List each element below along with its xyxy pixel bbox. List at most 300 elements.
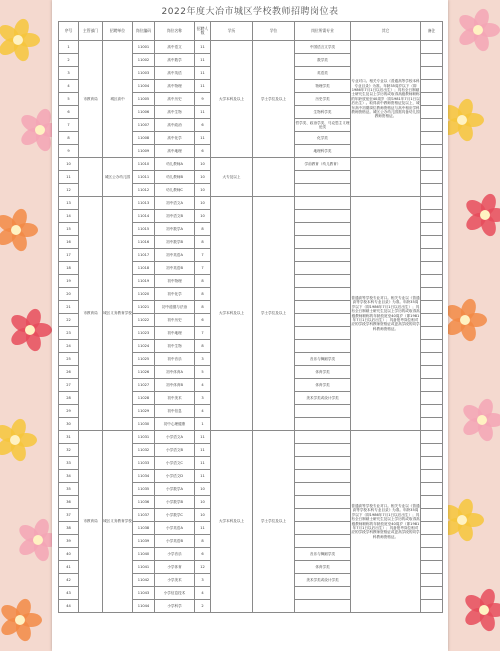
remark-cell [421,418,443,431]
post-code: 11004 [133,80,155,93]
major-cell [295,418,351,431]
remark-cell [421,41,443,54]
page-title: 2022年度大冶市城区学校教师招聘岗位表 [161,7,339,17]
post-count: 8 [195,223,211,236]
remark-cell [421,301,443,314]
post-count: 11 [195,67,211,80]
post-count: 8 [195,535,211,548]
post-code: 11022 [133,314,155,327]
major-cell [295,405,351,418]
post-count: 11 [195,54,211,67]
major-cell: 学前教育（幼儿教育） [295,158,351,171]
post-count: 4 [195,587,211,600]
post-count: 11 [195,457,211,470]
remark-cell [421,561,443,574]
row-number: 43 [59,587,79,600]
remark-cell [421,444,443,457]
major-cell: 生物科学类 [295,106,351,119]
post-name: 小学语文B [155,444,195,457]
post-name: 小学英语B [155,535,195,548]
post-code: 11030 [133,418,155,431]
post-code: 11014 [133,210,155,223]
table-row [59,158,443,171]
flower-center [11,225,21,235]
row-number: 5 [59,93,79,106]
department-cell: 市教育局 [79,431,103,613]
education-cell: 大学本科及以上 [211,431,253,613]
major-cell [295,483,351,496]
post-name: 高中历史 [155,93,195,106]
post-code: 11025 [133,353,155,366]
remark-cell [421,171,443,184]
post-name: 初中历史 [155,314,195,327]
remark-cell [421,470,443,483]
post-code: 11010 [133,158,155,171]
row-number: 20 [59,288,79,301]
remark-cell [421,379,443,392]
post-count: 9 [195,93,211,106]
row-number: 38 [59,522,79,535]
post-name: 高中生物 [155,106,195,119]
post-count: 10 [195,509,211,522]
row-number: 4 [59,80,79,93]
post-name: 高中地理 [155,145,195,158]
remark-cell [421,392,443,405]
remark-cell [421,587,443,600]
major-cell: 体育学类 [295,561,351,574]
remark-cell [421,574,443,587]
row-number: 19 [59,275,79,288]
post-code: 11040 [133,548,155,561]
row-number: 16 [59,236,79,249]
remark-cell [421,106,443,119]
post-name: 初中生物 [155,340,195,353]
post-name: 高中政治 [155,119,195,132]
column-header: 学位 [253,22,295,41]
degree-cell: 学士学位及以上 [253,197,295,431]
post-count: 1 [195,418,211,431]
flower-center [25,325,35,335]
post-count: 10 [195,184,211,197]
post-count: 6 [195,119,211,132]
remark-cell [421,509,443,522]
row-number: 37 [59,509,79,522]
post-name: 幼儿教师B [155,171,195,184]
major-cell [295,288,351,301]
row-number: 41 [59,561,79,574]
notes-cell [351,158,421,197]
remark-cell [421,67,443,80]
major-cell [295,314,351,327]
row-number: 7 [59,119,79,132]
post-name: 小学音乐 [155,548,195,561]
post-code: 11033 [133,457,155,470]
major-cell [295,509,351,522]
post-name: 初中地理 [155,327,195,340]
post-code: 11034 [133,470,155,483]
post-count: 5 [195,366,211,379]
post-name: 高中语文 [155,41,195,54]
column-header: 招聘单位 [103,22,133,41]
degree-cell: 学士学位及以上 [253,431,295,613]
post-code: 11027 [133,379,155,392]
post-count: 8 [195,275,211,288]
education-cell: 大学本科及以上 [211,41,253,158]
row-number: 32 [59,444,79,457]
flower-center [477,415,487,425]
post-name: 小学英语A [155,522,195,535]
post-count: 8 [195,301,211,314]
row-number: 34 [59,470,79,483]
post-count: 12 [195,561,211,574]
post-code: 11003 [133,67,155,80]
remark-cell [421,262,443,275]
flower-center [10,435,20,445]
remark-cell [421,431,443,444]
major-cell: 化学类 [295,132,351,145]
remark-cell [421,210,443,223]
post-count: 7 [195,249,211,262]
post-code: 11024 [133,340,155,353]
post-count: 3 [195,574,211,587]
post-code: 11005 [133,93,155,106]
remark-cell [421,600,443,613]
post-code: 11012 [133,184,155,197]
remark-cell [421,353,443,366]
post-name: 初中信息 [155,405,195,418]
post-code: 11038 [133,522,155,535]
column-header: 招聘人数 [195,22,211,41]
post-name: 小学语文C [155,457,195,470]
post-name: 初中英语B [155,262,195,275]
remark-cell [421,119,443,132]
post-code: 11023 [133,327,155,340]
major-cell: 物理学类 [295,80,351,93]
remark-cell [421,522,443,535]
post-count: 8 [195,288,211,301]
remark-cell [421,535,443,548]
major-cell [295,496,351,509]
post-code: 11042 [133,574,155,587]
post-code: 11041 [133,561,155,574]
column-header: 岗位编码 [133,22,155,41]
flower-center [33,535,43,545]
post-count: 11 [195,80,211,93]
row-number: 36 [59,496,79,509]
column-header: 序号 [59,22,79,41]
flower-center [460,315,470,325]
row-number: 18 [59,262,79,275]
post-code: 11035 [133,483,155,496]
post-code: 11021 [133,301,155,314]
major-cell: 中国语言文学类 [295,41,351,54]
recruitment-sheet [52,0,448,651]
post-name: 幼儿教师C [155,184,195,197]
major-cell: 体育学类 [295,379,351,392]
flower-center [15,615,25,625]
degree-cell [253,158,295,197]
remark-cell [421,366,443,379]
row-number: 24 [59,340,79,353]
row-number: 27 [59,379,79,392]
major-cell [295,535,351,548]
remark-cell [421,405,443,418]
row-number: 22 [59,314,79,327]
row-number: 6 [59,106,79,119]
major-cell: 美术学类或设计学类 [295,574,351,587]
post-name: 初中数学A [155,223,195,236]
post-name: 初中美术 [155,392,195,405]
notes-cell: 普通高等学校专业对口。相关专业以《普通高等学校本科专业目录》为准。年龄35周岁以下（即1986年7月1日以后出生）；具有全日制硕士研究生及以上学历的或取得高级教师职称的年龄放宽至40周岁（即1981年7月1日以后出生）；具备报考岗位相对应的学段学科教师资格证或更高学段的同学科教师资格证。 [351,431,421,613]
major-cell [295,275,351,288]
remark-cell [421,249,443,262]
post-count: 10 [195,210,211,223]
major-cell [295,262,351,275]
row-number: 21 [59,301,79,314]
major-cell: 英语类 [295,67,351,80]
post-count: 8 [195,236,211,249]
notes-cell: 普通高等学校专业对口。相关专业以《普通高等学校本科专业目录》为准。年龄35周岁以下（即1986年7月1日以后出生）；具有全日制硕士研究生及以上学历的或取得高级教师职称的年龄放宽至40周岁（即1981年7月1日以后出生）；具备报考岗位相对应的学段学科教师资格证或更高学段的同学科教师资格证。 [351,197,421,431]
major-cell: 哲学类、政治学类、马克思主义理论类 [295,119,351,132]
remark-cell [421,483,443,496]
post-count: 10 [195,197,211,210]
major-cell: 地理科学类 [295,145,351,158]
row-number: 44 [59,600,79,613]
post-code: 11002 [133,54,155,67]
post-name: 小学数学A [155,483,195,496]
remark-cell [421,93,443,106]
post-code: 11016 [133,236,155,249]
row-number: 2 [59,54,79,67]
post-name: 初中语文A [155,197,195,210]
column-header: 其它 [351,22,421,41]
remark-cell [421,275,443,288]
row-number: 10 [59,158,79,171]
post-count: 10 [195,496,211,509]
remark-cell [421,340,443,353]
post-code: 11015 [133,223,155,236]
table-header [59,22,443,41]
major-cell [295,470,351,483]
post-count: 4 [195,405,211,418]
post-name: 幼儿教师A [155,158,195,171]
post-count: 10 [195,158,211,171]
remark-cell [421,496,443,509]
remark-cell [421,80,443,93]
post-code: 11036 [133,496,155,509]
flower-center [35,125,45,135]
row-number: 26 [59,366,79,379]
post-name: 小学信息技术 [155,587,195,600]
major-cell [295,197,351,210]
remark-cell [421,158,443,171]
row-number: 15 [59,223,79,236]
post-table [58,21,443,613]
unit-cell: 城区公办幼儿园 [103,158,133,197]
row-number: 14 [59,210,79,223]
row-number: 1 [59,41,79,54]
remark-cell [421,327,443,340]
post-code: 11044 [133,600,155,613]
flower-center [473,25,483,35]
remark-cell [421,236,443,249]
row-number: 31 [59,431,79,444]
major-cell [295,587,351,600]
notes-cell: 专业对口。相关专业以《普通高等学校本科专业目录》为准。年龄35周岁以下（即1986年7月1日以后出生）；具有全日制硕士研究生及以上学历的或取得高级教师职称的年龄放宽至40周岁（即1981年7月1日以后出生）。取得高中教师资格证及以上，城东高中初期岗位教师资格证与高中相应学科教师资格证。城区公办幼儿园需具备幼儿园教师资格证。 [351,41,421,158]
post-count: 11 [195,522,211,535]
major-cell [295,184,351,197]
flower-center [457,115,467,125]
remark-cell [421,184,443,197]
post-count: 11 [195,41,211,54]
table-row [59,41,443,54]
post-count: 10 [195,483,211,496]
remark-cell [421,288,443,301]
post-code: 11026 [133,366,155,379]
row-number: 40 [59,548,79,561]
post-code: 11032 [133,444,155,457]
major-cell [295,301,351,314]
flower-center [480,210,490,220]
post-name: 初中心理健康 [155,418,195,431]
post-code: 11009 [133,145,155,158]
major-cell: 音乐与舞蹈学类 [295,548,351,561]
post-name: 初中语文B [155,210,195,223]
remark-cell [421,223,443,236]
post-code: 11043 [133,587,155,600]
major-cell [295,431,351,444]
post-count: 6 [195,548,211,561]
remark-cell [421,54,443,67]
post-name: 初中音乐 [155,353,195,366]
post-code: 11018 [133,262,155,275]
major-cell [295,171,351,184]
post-code: 11029 [133,405,155,418]
post-count: 11 [195,470,211,483]
post-count: 11 [195,132,211,145]
post-count: 11 [195,431,211,444]
row-number: 3 [59,67,79,80]
post-count: 7 [195,327,211,340]
post-count: 10 [195,171,211,184]
post-count: 6 [195,314,211,327]
post-code: 11001 [133,41,155,54]
post-code: 11006 [133,106,155,119]
major-cell [295,236,351,249]
department-cell: 市教育局 [79,41,103,158]
row-number: 8 [59,132,79,145]
post-count: 7 [195,262,211,275]
post-count: 3 [195,353,211,366]
post-count: 2 [195,600,211,613]
remark-cell [421,145,443,158]
post-count: 8 [195,340,211,353]
unit-cell: 城区高中 [103,41,133,158]
major-cell [295,457,351,470]
remark-cell [421,197,443,210]
post-count: 4 [195,379,211,392]
major-cell: 音乐与舞蹈学类 [295,353,351,366]
post-code: 11020 [133,288,155,301]
column-header: 备注 [421,22,443,41]
major-cell [295,249,351,262]
flower-center [479,605,489,615]
post-name: 小学语文A [155,431,195,444]
post-name: 初中数学B [155,236,195,249]
post-name: 初中体育A [155,366,195,379]
unit-cell: 城区义务教育学校 [103,431,133,613]
major-cell [295,522,351,535]
post-name: 小学语文D [155,470,195,483]
row-number: 13 [59,197,79,210]
degree-cell: 学士学位及以上 [253,41,295,158]
row-number: 35 [59,483,79,496]
remark-cell [421,548,443,561]
column-header: 岗位所需专业 [295,22,351,41]
post-code: 11037 [133,509,155,522]
column-header: 岗位名称 [155,22,195,41]
post-count: 11 [195,444,211,457]
row-number: 33 [59,457,79,470]
remark-cell [421,457,443,470]
post-code: 11017 [133,249,155,262]
department-cell [79,158,103,197]
post-count: 6 [195,145,211,158]
row-number: 12 [59,184,79,197]
major-cell: 历史学类 [295,93,351,106]
remark-cell [421,132,443,145]
row-number: 28 [59,392,79,405]
post-name: 高中物理 [155,80,195,93]
post-name: 初中物理 [155,275,195,288]
post-name: 小学科学 [155,600,195,613]
major-cell [295,223,351,236]
row-number: 30 [59,418,79,431]
row-number: 9 [59,145,79,158]
post-code: 11007 [133,119,155,132]
post-name: 小学美术 [155,574,195,587]
major-cell [295,340,351,353]
post-name: 小学数学B [155,496,195,509]
row-number: 39 [59,535,79,548]
unit-cell: 城区义务教育学校 [103,197,133,431]
post-name: 初中英语A [155,249,195,262]
table-row [59,197,443,210]
major-cell: 数学类 [295,54,351,67]
education-cell: 大学本科及以上 [211,197,253,431]
post-name: 初中体育B [155,379,195,392]
post-name: 初中道德与法治 [155,301,195,314]
flower-center [457,515,467,525]
post-count: 3 [195,392,211,405]
remark-cell [421,314,443,327]
row-number: 29 [59,405,79,418]
major-cell [295,444,351,457]
column-header: 学历 [211,22,253,41]
flower-center [13,35,23,45]
post-name: 高中数学 [155,54,195,67]
major-cell [295,600,351,613]
post-name: 高中英语 [155,67,195,80]
post-code: 11019 [133,275,155,288]
major-cell [295,327,351,340]
column-header: 主管部门 [79,22,103,41]
table-row [59,431,443,444]
post-code: 11013 [133,197,155,210]
post-name: 高中化学 [155,132,195,145]
row-number: 23 [59,327,79,340]
post-code: 11039 [133,535,155,548]
